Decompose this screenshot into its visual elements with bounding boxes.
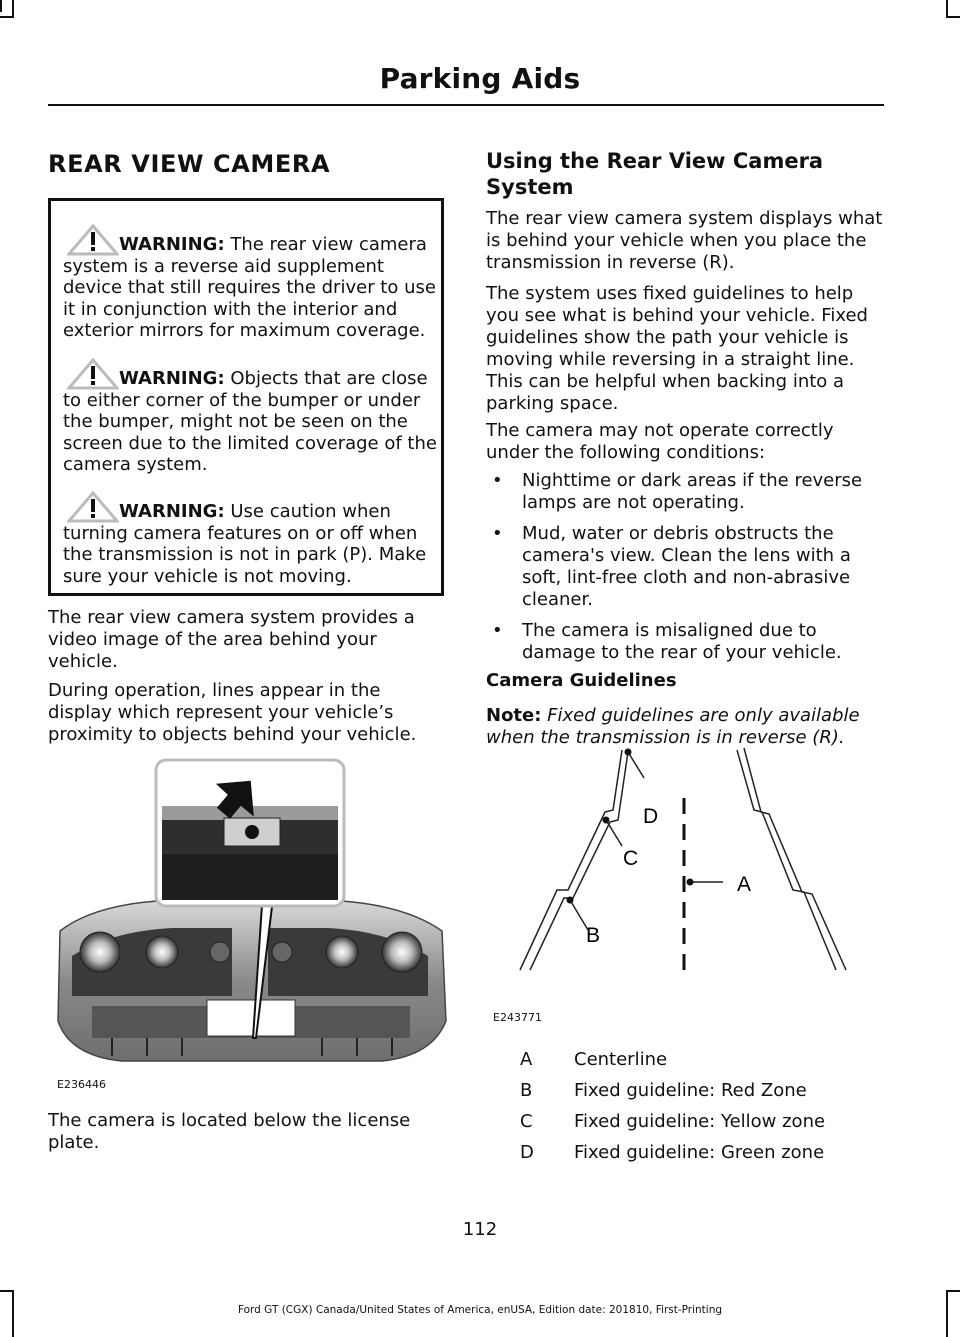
body-paragraph: During operation, lines appear in the display which represent your vehicle’s proximity to objects behind your vehicle. bbox=[48, 680, 417, 745]
header-divider bbox=[48, 104, 884, 106]
warning-triangle-icon bbox=[67, 224, 119, 256]
warning-1 bbox=[63, 234, 438, 342]
subheading: Camera Guidelines bbox=[486, 670, 677, 691]
label-a: A bbox=[737, 873, 752, 896]
crop-mark bbox=[946, 0, 948, 16]
list-item: • Nighttime or dark areas if the reverse lamps are not operating. bbox=[492, 470, 863, 513]
figure-id: E243771 bbox=[493, 1011, 542, 1024]
crop-mark bbox=[12, 0, 14, 16]
crop-mark bbox=[0, 1290, 14, 1292]
label-c: C bbox=[623, 847, 639, 870]
body-paragraph: The rear view camera system provides a video image of the area behind your vehicle. bbox=[48, 607, 415, 672]
warning-text: The rear view camera system is a reverse aid supplement device that still requires the driver to use it in conjunction with the interior and exterior mirrors for maximum coverage. bbox=[63, 234, 436, 341]
warning-box bbox=[48, 198, 444, 596]
body-paragraph: The rear view camera system displays what is behind your vehicle when you place the transmission in reverse (R). bbox=[486, 208, 883, 273]
camera-guidelines-diagram bbox=[510, 742, 855, 982]
section-heading: REAR VIEW CAMERA bbox=[48, 150, 331, 178]
warning-label: WARNING: bbox=[119, 501, 225, 522]
figure-id: E236446 bbox=[57, 1078, 106, 1091]
legend-row: B Fixed guideline: Red Zone bbox=[520, 1080, 807, 1101]
page-number: 112 bbox=[462, 1219, 498, 1240]
legend-row: C Fixed guideline: Yellow zone bbox=[520, 1111, 826, 1132]
warning-text: Objects that are close to either corner of the bumper or under the bumper, might not be seen on the screen due to the limited coverage of the camera system. bbox=[63, 368, 437, 475]
footer-text: Ford GT (CGX) Canada/United States of America, enUSA, Edition date: 201810, First-Printing bbox=[237, 1304, 723, 1316]
label-d: D bbox=[643, 805, 659, 828]
warning-triangle-icon bbox=[67, 491, 119, 523]
page-header-title: Parking Aids bbox=[379, 62, 581, 95]
note-text: Fixed guidelines are only available when the transmission is in reverse (R). bbox=[486, 705, 860, 748]
body-paragraph: The system uses fixed guidelines to help you see what is behind your vehicle. Fixed guidelines show the path your vehicle is moving while reversing in a straight line. This can be helpful when backing into a parking space. bbox=[486, 283, 868, 414]
warning-2 bbox=[63, 368, 438, 476]
crop-mark bbox=[0, 16, 14, 18]
crop-mark bbox=[0, 0, 2, 12]
figure-legend bbox=[520, 1049, 880, 1173]
crop-mark bbox=[946, 16, 960, 18]
section-heading: Using the Rear View Camera System bbox=[486, 149, 824, 199]
body-paragraph: The camera may not operate correctly under the following conditions: bbox=[486, 420, 834, 463]
crop-mark bbox=[946, 1290, 960, 1292]
figure-caption: The camera is located below the license plate. bbox=[48, 1110, 411, 1153]
list-item: • The camera is misaligned due to damage to the rear of your vehicle. bbox=[492, 620, 842, 663]
conditions-list bbox=[486, 470, 886, 664]
note-label: Note: bbox=[486, 705, 542, 726]
legend-row: A Centerline bbox=[520, 1049, 668, 1070]
warning-triangle-icon bbox=[67, 358, 119, 390]
list-item: • Mud, water or debris obstructs the camera's view. Clean the lens with a soft, lint-free cloth and non-abrasive cleaner. bbox=[492, 523, 851, 610]
warning-3 bbox=[63, 501, 438, 587]
warning-label: WARNING: bbox=[119, 368, 225, 389]
legend-row: D Fixed guideline: Green zone bbox=[520, 1142, 825, 1163]
label-b: B bbox=[586, 924, 601, 947]
warning-label: WARNING: bbox=[119, 234, 225, 255]
camera-location-illustration bbox=[52, 756, 448, 1100]
warning-text: Use caution when turning camera features on or off when the transmission is not in park (P). Make sure your vehicle is not moving. bbox=[63, 501, 427, 587]
